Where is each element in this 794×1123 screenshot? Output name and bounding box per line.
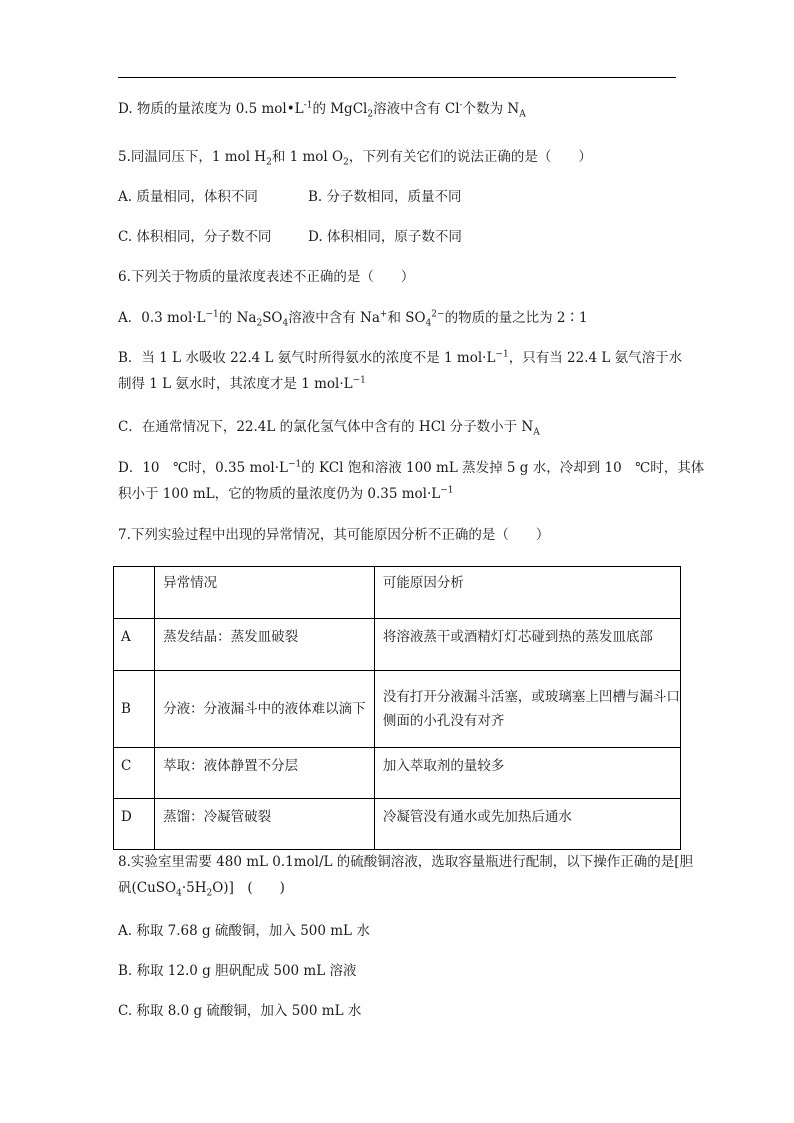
table-row	[114, 619, 681, 671]
q6-stem: 6.下列关于物质的量浓度表述不正确的是（ ）	[118, 269, 415, 285]
table-cell: 蒸馏：冷凝管破裂	[155, 799, 375, 850]
table-cell: D	[114, 799, 155, 850]
q8-option-b: B. 称取 12.0 g 胆矾配成 500 mL 溶液	[118, 963, 357, 979]
table-cell: 冷凝管没有通水或先加热后通水	[374, 799, 680, 850]
q8-option-a: A. 称取 7.68 g 硫酸铜，加入 500 mL 水	[118, 923, 370, 939]
q6-option-d-line2: 积小于 100 mL，它的物质的量浓度仍为 0.35 $mol\cdot L^{-1}$	[118, 485, 454, 502]
q6-option-b-line1: B．当 1 L 水吸收 22.4 L 氨气时所得氨水的浓度不是 1 $mol\cdot L^{-1}$，只有当 22.4 L 氨气溶于水	[118, 349, 683, 366]
q5-option-b: B. 分子数相同，质量不同	[308, 189, 462, 205]
q8-option-c: C. 称取 8.0 g 硫酸铜，加入 500 mL 水	[118, 1003, 362, 1019]
q6-option-c: C．在通常情况下，22.4L 的氯化氢气体中含有的 HCl 分子数小于 $N_A$	[118, 419, 540, 438]
q4-option-d: D. 物质的量浓度为 0.5 $mol•L^{-1}$的 MgCl$_2$溶液中含有 Cl-个数为 $N_A$	[118, 100, 526, 120]
table-cell: 将溶液蒸干或酒精灯灯芯碰到热的蒸发皿底部	[374, 619, 680, 671]
q5-option-c: C. 体积相同，分子数不同	[118, 229, 272, 245]
q8-stem-line1: 8.实验室里需要 480 mL 0.1mol/L 的硫酸铜溶液，选取容量瓶进行配制，以下操作正确的是[胆	[118, 854, 694, 870]
table-row	[114, 671, 681, 748]
table-row	[114, 799, 681, 850]
header-rule	[118, 77, 676, 78]
table-row	[114, 748, 681, 799]
table-header-row	[114, 567, 681, 619]
table-header-cell: 异常情况	[155, 567, 375, 619]
table-cell: 萃取：液体静置不分层	[155, 748, 375, 799]
table-cell: A	[114, 619, 155, 671]
q5-stem: 5.同温同压下，1 mol $H_2$和 1 mol $O_2$，下列有关它们的说法正确的是（ ）	[118, 149, 592, 168]
table-cell: 没有打开分液漏斗活塞，或玻璃塞上凹槽与漏斗口侧面的小孔没有对齐	[374, 671, 680, 748]
q6-option-b-line2: 制得 1 L 氨水时，其浓度才是 1 $mol\cdot L^{-1}$	[118, 375, 366, 392]
table-cell: B	[114, 671, 155, 748]
table-header-cell	[114, 567, 155, 619]
q5-option-a: A. 质量相同，体积不同	[118, 189, 258, 205]
q7-stem: 7.下列实验过程中出现的异常情况，其可能原因分析不正确的是（ ）	[118, 527, 550, 543]
q6-option-a: A．0.3 $mol\cdot L^{-1}$的 $Na_2SO_4$溶液中含有 Na+和 $SO_4^{2-}$的物质的量之比为 2∶1	[118, 309, 588, 329]
q7-table	[113, 566, 681, 850]
table-header-cell: 可能原因分析	[374, 567, 680, 619]
table-cell: 分液：分液漏斗中的液体难以滴下	[155, 671, 375, 748]
table-cell: C	[114, 748, 155, 799]
q5-option-d: D. 体积相同，原子数不同	[308, 229, 462, 245]
table-cell: 蒸发结晶：蒸发皿破裂	[155, 619, 375, 671]
q6-option-d-line1: D．10 ℃时，0.35 $mol\cdot L^{-1}$的 KCl 饱和溶液 100 mL 蒸发掉 5 g 水，冷却到 10 ℃时，其体	[118, 459, 705, 476]
table-cell: 加入萃取剂的量较多	[374, 748, 680, 799]
q8-stem-line2: 矾$(CuSO_4\cdot 5H_2O)$] ( )	[118, 880, 285, 899]
